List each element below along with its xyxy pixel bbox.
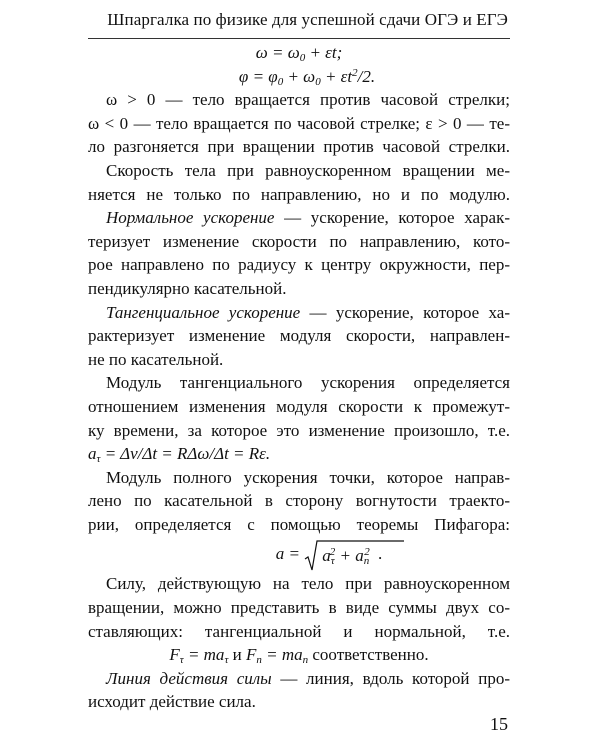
text-fragment: — ускорение, которое харак-	[274, 208, 510, 228]
running-header: Шпаргалка по физике для успешной сдачи ОГЭ и ЕГЭ	[107, 10, 508, 29]
formula-f1-rest-sub: τ	[224, 654, 229, 667]
text-line: Модуль тангенциального ускорения определяется	[106, 373, 510, 393]
paragraph-force-components	[88, 572, 510, 643]
formula-omega-text: ω = ω	[255, 43, 300, 62]
text-line	[88, 301, 510, 325]
page-number: 15	[490, 714, 508, 734]
text-line: рии, определяется с помощью теоремы Пифагора:	[88, 514, 510, 534]
text-line: не по касательной.	[88, 349, 224, 369]
formula-t2-sub: n	[363, 554, 370, 567]
formula-phi-c: + εt	[320, 66, 353, 86]
text-line: ку времени, за которое это изменение произошло, т.е.	[88, 420, 510, 440]
formula-end: .	[373, 544, 383, 564]
formula-tangential	[88, 442, 510, 466]
paragraph-full-acceleration	[88, 466, 510, 537]
formula-f1-rest: = ma	[183, 645, 225, 665]
formula-phi	[88, 65, 510, 89]
text-line: отношением изменения модуля скорости к промежут-	[88, 396, 510, 416]
formula-t2: a	[355, 545, 364, 565]
formula-t1-sub: τ	[330, 554, 335, 567]
text-line: рактеризует изменение модуля скорости, направлен-	[88, 326, 510, 346]
paragraph-line-of-action	[88, 667, 510, 714]
formula-t2-sup: 2	[364, 545, 370, 558]
text-fragment: — ускорение, которое ха-	[300, 302, 510, 322]
square-root-sign	[304, 539, 373, 573]
text-line: исходит действие сила.	[88, 692, 256, 712]
header-rule	[88, 38, 510, 39]
page-body	[88, 40, 510, 714]
radical-icon	[304, 539, 404, 573]
formula-f1: F	[169, 645, 180, 665]
formula-and: и	[228, 645, 246, 665]
text-line: ставляющих: тангенциальной и нормальной, т.е.	[88, 621, 510, 641]
paragraph-rotation-direction	[88, 88, 510, 159]
text-line: няется не только по направлению, но и по модулю.	[88, 184, 510, 204]
formula-phi-d: /2.	[357, 66, 376, 86]
formula-f1-sub: τ	[179, 654, 184, 667]
paragraph-speed-change	[88, 159, 510, 206]
formula-lhs: a =	[275, 544, 305, 564]
formula-phi-b: + ω	[283, 66, 316, 86]
formula-f2-rest: = ma	[261, 645, 303, 665]
formula-t1: a	[322, 545, 331, 565]
text-line: рое направлено по радиусу к центру окружности, пер-	[88, 255, 510, 275]
term-tangential-acceleration: Тангенциальное ускорение	[106, 302, 301, 322]
paragraph-tangential-modulus	[88, 371, 510, 465]
term-line-of-action: Линия действия силы	[106, 668, 272, 688]
formula-t1-sup: 2	[329, 545, 336, 558]
formula-tail: соответственно.	[308, 645, 429, 665]
formula-force	[88, 643, 510, 667]
formula-a: a	[88, 444, 97, 464]
formula-a-rest: = Δv/Δt = RΔω/Δt = Rε.	[100, 444, 271, 464]
formula-a-sub: τ	[96, 453, 101, 466]
formula-phi-sup: 2	[352, 66, 358, 79]
formula-phi-sub1: 0	[315, 75, 321, 88]
text-line: ло разгоняется при вращении против часовой стрелки.	[88, 137, 510, 157]
paragraph-tangential-acceleration	[88, 301, 510, 372]
text-line	[88, 206, 510, 230]
text-fragment: — линия, вдоль которой про-	[271, 668, 510, 688]
formula-plus: +	[335, 545, 356, 565]
text-line: ω < 0 — тело вращается по часовой стрелке; ε > 0 — те-	[88, 113, 510, 133]
formula-pythagoras	[88, 536, 510, 572]
formula-omega	[88, 41, 510, 65]
formula-phi-a: φ = φ	[238, 66, 278, 86]
term-normal-acceleration: Нормальное ускорение	[106, 208, 275, 228]
formula-phi-sub0: 0	[277, 75, 284, 88]
formula-f2-sub: n	[256, 654, 262, 667]
formula-f2-rest-sub: n	[302, 654, 309, 667]
text-line: ω > 0 — тело вращается против часовой стрелки;	[106, 90, 510, 110]
text-line: Модуль полного ускорения точки, которое направ-	[106, 467, 510, 487]
text-line: Силу, действующую на тело при равноускоренном	[106, 574, 510, 594]
formula-f2: F	[245, 645, 257, 665]
text-line: теризует изменение скорости по направлению, кото-	[88, 231, 510, 251]
text-line: лено по касательной в сторону вогнутости траекто-	[88, 491, 510, 511]
text-line: вращении, можно представить в виде суммы двух со-	[88, 598, 510, 618]
paragraph-normal-acceleration	[88, 206, 510, 300]
text-line	[88, 667, 510, 691]
text-line: Скорость тела при равноускоренном вращении ме-	[106, 160, 510, 180]
text-line: пендикулярно касательной.	[88, 278, 287, 298]
formula-omega-rest: + εt;	[305, 43, 343, 62]
formula-omega-sub: 0	[299, 52, 306, 64]
